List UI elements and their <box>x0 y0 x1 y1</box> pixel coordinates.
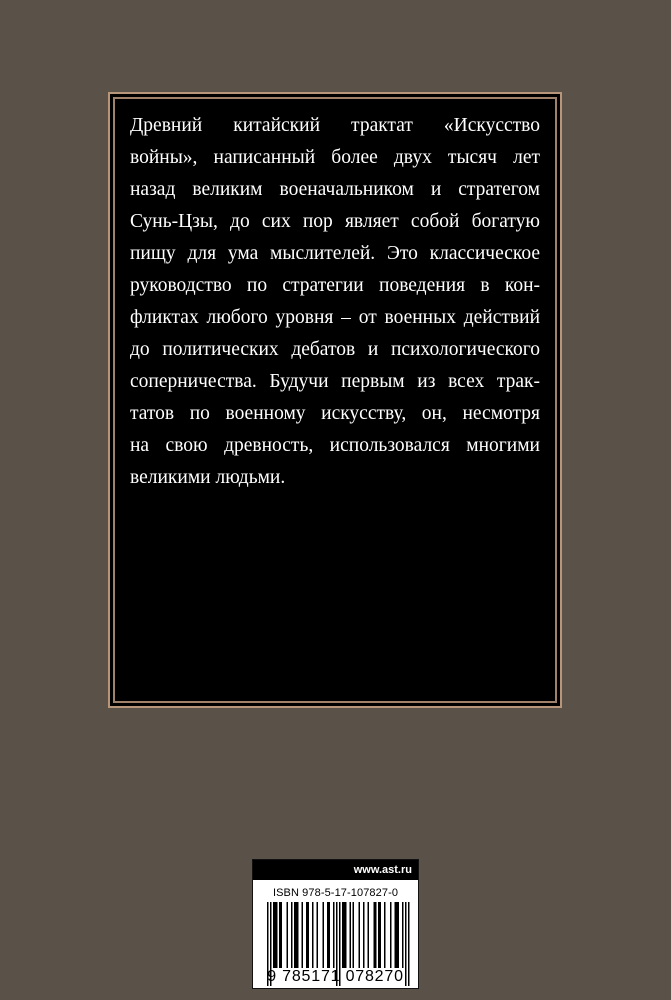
barcode-digits: 9 785171 078270 <box>267 968 404 985</box>
barcode-bar <box>308 902 310 968</box>
barcode-bar <box>402 902 404 968</box>
barcode-bar <box>380 902 382 968</box>
barcode-bar <box>327 902 329 968</box>
barcode-bar <box>333 902 335 968</box>
barcode-bar <box>398 902 400 968</box>
barcode-bar <box>396 902 398 968</box>
barcode-bar <box>323 902 325 968</box>
barcode-bar <box>359 902 361 968</box>
blurb-line: руководство по стратегии поведения в кон- <box>130 275 540 296</box>
barcode-bar <box>353 902 355 968</box>
barcode-bar <box>291 902 293 968</box>
barcode-bar <box>317 902 319 968</box>
barcode-bar <box>287 902 289 968</box>
barcode-bar <box>375 902 377 968</box>
publisher-website: www.ast.ru <box>253 860 418 880</box>
barcode-bar <box>294 902 296 968</box>
barcode-bar <box>281 902 283 968</box>
barcode-bar <box>374 902 376 968</box>
barcode-bar <box>297 902 299 968</box>
blurb-line: на свою древность, использовался многими <box>130 435 540 456</box>
barcode-bar <box>378 902 380 968</box>
barcode-bar <box>342 902 344 968</box>
blurb-line: Сунь-Цзы, до сих пор являет собой богатую <box>130 211 540 232</box>
blurb-line: до политических дебатов и психологического <box>130 339 540 360</box>
barcode-bar <box>273 902 275 968</box>
blurb-line: Древний китайский трактат «Искусство <box>130 115 540 136</box>
blurb-line: татов по военному искусству, он, несмотря <box>130 403 540 424</box>
barcode-bar <box>312 902 314 968</box>
barcode-bar <box>329 902 331 968</box>
barcode-bar <box>384 902 386 968</box>
barcode-bar <box>368 902 370 968</box>
blurb-line: назад великим военачальником и стратегом <box>130 179 540 200</box>
barcode-bar <box>302 902 304 968</box>
barcode-bar <box>275 902 277 968</box>
blurb-frame <box>108 92 562 708</box>
barcode-bar <box>344 902 346 968</box>
barcode-box <box>252 859 419 989</box>
barcode-bar <box>363 902 365 968</box>
barcode-bar <box>296 902 298 968</box>
barcode-bar <box>390 902 392 968</box>
barcode-bar <box>306 902 308 968</box>
barcode-bar <box>350 902 352 968</box>
blurb-line: фликтах любого уровня – от военных действий <box>130 307 540 328</box>
barcode-bar <box>279 902 281 968</box>
blurb-text <box>130 110 540 494</box>
blurb-line: великими людьми. <box>130 467 286 488</box>
barcode-bar <box>276 902 278 968</box>
barcode-bar <box>395 902 397 968</box>
isbn-label: ISBN 978-5-17-107827-0 <box>272 887 399 899</box>
blurb-line: войны», написанный более двух тысяч лет <box>130 147 540 168</box>
blurb-line: пищу для ума мыслителей. Это классическое <box>130 243 540 264</box>
blurb-line: соперничества. Будучи первым из всех трак- <box>130 371 540 392</box>
barcode-bar <box>345 902 347 968</box>
